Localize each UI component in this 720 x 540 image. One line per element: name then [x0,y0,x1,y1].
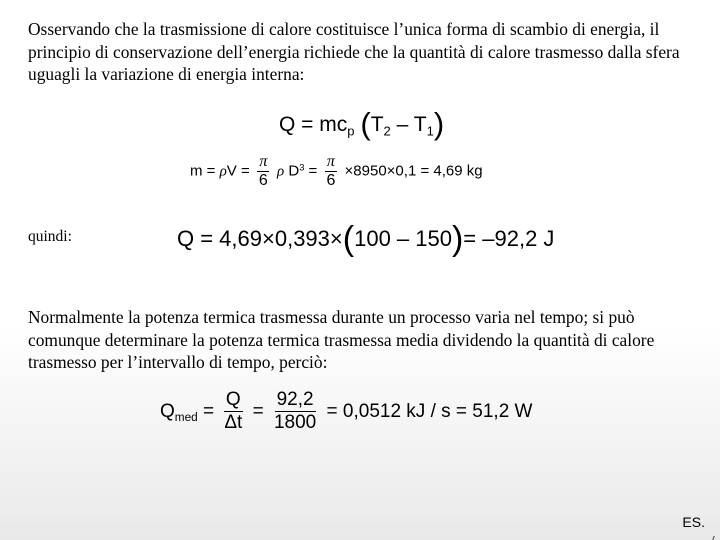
slide-tag: ES. [682,514,705,530]
eq4-eq2: = [252,400,269,422]
eq2-six-2: 6 [326,171,336,189]
label-quindi: quindi: [28,228,72,245]
eq1-sub1: 1 [426,123,434,139]
eq2-fraction-pi-6-b [324,153,337,190]
eq4-fraction-q-dt [222,390,244,434]
eq4-num-value: 92,2 [276,389,314,410]
eq1-t1: T [413,113,427,136]
eq3-inner: 100 – 150 [354,226,452,251]
paragraph-power: Normalmente la potenza termica trasmessa durante un processo varia nel tempo; si può comunque determinare la potenza termica trasmessa media dividendo la quantità di calore trasmesso per l’intervallo di tempo, perciò: [28,307,655,372]
eq3-rhs: = –92,2 J [463,226,555,251]
eq1-sub2: 2 [383,123,391,139]
eq1-sub-p: p [347,123,355,139]
eq1-minus: – [390,113,414,136]
eq4-den-dt: Δt [224,411,243,433]
eq3-open-paren: ( [342,220,355,258]
eq2-pi-2: π [326,153,335,170]
eq2-d: D [284,162,300,180]
eq1-open-paren: ( [360,106,371,141]
eq4-sub-med: med [174,410,198,424]
eq2-rho-2: ρ [276,163,285,180]
eq1-close-paren: ) [433,106,445,141]
eq4-lhs: Q [160,400,175,422]
eq2-pi: π [259,153,268,170]
equation-heat-transfer [279,106,444,142]
corner-mark [712,536,718,540]
eq4-den-value: 1800 [273,411,317,433]
eq2-v: V = [226,162,254,180]
eq3-close-paren: ) [451,220,464,258]
equation-mean-power [160,390,532,434]
equation-heat-value [177,220,554,259]
eq4-result: = 0,0512 kJ / s = 51,2 W [326,400,533,422]
eq4-num-q: Q [225,389,241,410]
eq2-cube: 3 [299,162,305,173]
paragraph-intro: Osservando che la trasmissione di calore costituisce l’unica forma di scambio di energia, il principio di conservazione dell’energia richiede che la quantità di calore trasmesso dalla sfera uguagli la variazione di energia interna: [28,19,680,84]
eq2-fraction-pi-6 [257,153,270,190]
eq1-t2: T [370,113,384,136]
eq3-lhs: Q = 4,69×0,393× [177,226,343,251]
eq1-lhs: Q = mc [279,113,348,136]
eq2-six: 6 [258,171,268,189]
equation-mass [190,153,483,190]
eq4-eq1: = [197,400,220,422]
eq2-lhs: m = [190,162,220,180]
eq4-fraction-values [272,390,318,434]
eq2-result: ×8950×0,1 = 4,69 kg [344,162,483,180]
eq2-rho: ρ [219,163,227,180]
eq2-eqsign: = [304,162,322,180]
